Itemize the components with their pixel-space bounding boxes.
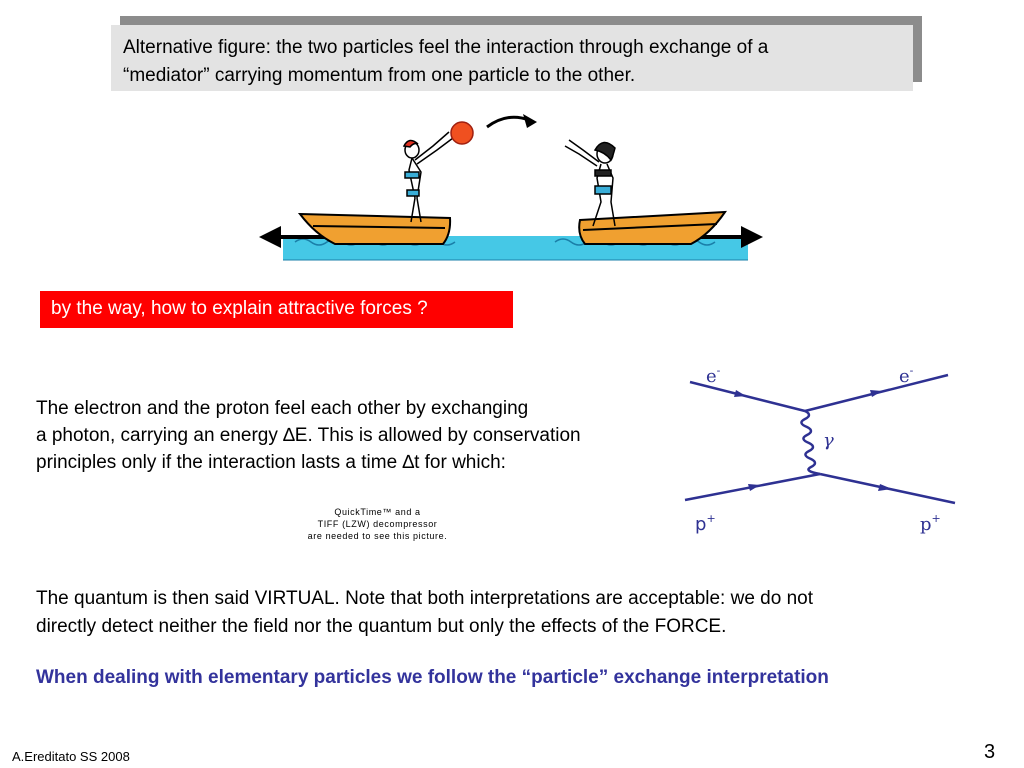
virtual-paragraph [36, 585, 996, 641]
paragraph1-line2: a photon, carrying an energy ∆E. This is allowed by conservation [36, 425, 581, 446]
callout-text: by the way, how to explain attractive forces ? [51, 298, 428, 319]
page-number: 3 [984, 741, 996, 763]
quicktime-line1: QuickTime™ and a [334, 507, 421, 517]
title-box [111, 25, 913, 91]
quicktime-line2: TIFF (LZW) decompressor [317, 519, 438, 529]
exchange-paragraph [36, 395, 696, 476]
title-line-2: “mediator” carrying momentum from one particle to the other. [123, 65, 636, 86]
boat-exchange-illustration [255, 110, 765, 270]
photon-propagator [801, 411, 820, 474]
feynman-diagram [680, 360, 980, 545]
paragraph1-line3: principles only if the interaction lasts a time ∆t for which: [36, 452, 506, 473]
label-p-bottom-right: p+ [920, 512, 941, 535]
curved-arrow [487, 117, 529, 127]
label-e-top-right: e- [899, 364, 914, 387]
quicktime-line3: are needed to see this picture. [307, 531, 448, 541]
quicktime-placeholder [290, 506, 465, 542]
title-line-1: Alternative figure: the two particles feel the interaction through exchange of a [123, 37, 769, 58]
interpretation-emphasis: When dealing with elementary particles we follow the “particle” exchange interpretation [36, 667, 829, 688]
paragraph1-line1: The electron and the proton feel each other by exchanging [36, 398, 529, 419]
left-person [404, 132, 453, 222]
ball [451, 122, 473, 144]
label-p-bottom-left: p+ [695, 512, 716, 535]
paragraph2-line1: The quantum is then said VIRTUAL. Note that both interpretations are acceptable: we do not [36, 588, 813, 609]
right-person [565, 140, 615, 226]
paragraph2-line2: directly detect neither the field nor the quantum but only the effects of the FORCE. [36, 616, 727, 637]
label-e-top-left: e- [706, 364, 721, 387]
label-gamma: γ [823, 430, 834, 451]
attractive-forces-callout [40, 291, 513, 328]
footer-author: A.Ereditato SS 2008 [12, 749, 130, 764]
curved-arrow-head [523, 114, 537, 128]
